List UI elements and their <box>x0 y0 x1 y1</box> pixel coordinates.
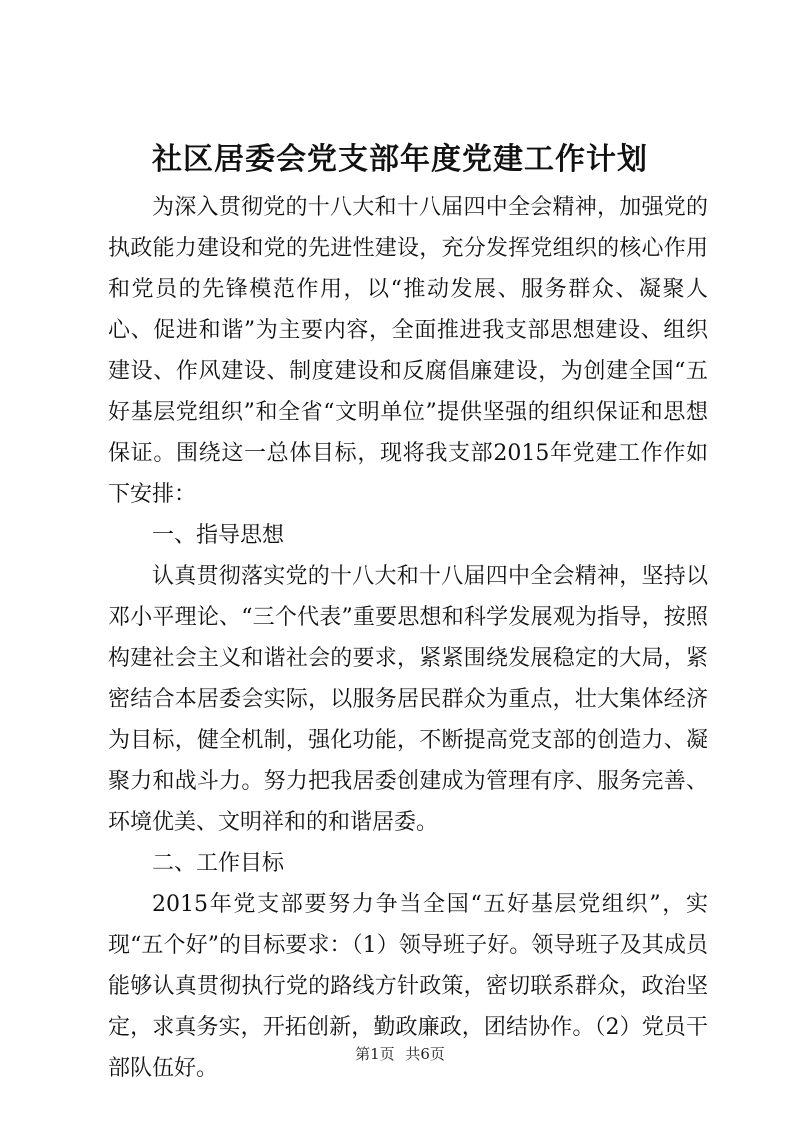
document-title: 社区居委会党支部年度党建工作计划 <box>152 142 648 177</box>
section-heading-work-goals: 二、工作目标 <box>152 851 285 876</box>
guiding-thought-paragraph: 认真贯彻落实党的十八大和十八届四中全会精神，坚持以邓小平理论、“三个代表”重要思想和科学发展观为指导，按照构建社会主义和谐社会的要求，紧紧围绕发展稳定的大局，紧密结合本居委会实际，以服务居民群众为重点，壮大集体经济为目标，健全机制，强化功能，不断提高党支部的创造力、凝聚力和战斗力。努力把我居委创建成为管理有序、服务完善、环境优美、文明祥和的和谐居委。 <box>108 564 708 835</box>
intro-paragraph: 为深入贯彻党的十八大和十八届四中全会精神，加强党的执政能力建设和党的先进性建设，充分发挥党组织的核心作用和党员的先锋模范作用，以“推动发展、服务群众、凝聚人心、促进和谐”为主要内容，全面推进我支部思想建设、组织建设、作风建设、制度建设和反腐倡廉建设，为创建全国“五好基层党组织”和全省“文明单位”提供坚强的组织保证和思想保证。围绕这一总体目标，现将我支部2015年党建工作作如下安排： <box>108 195 708 507</box>
page-footer <box>0 1044 800 1064</box>
document-body <box>108 187 708 1089</box>
page-total: 共6页 <box>405 1045 445 1063</box>
section-heading-guiding-thought: 一、指导思想 <box>152 523 285 548</box>
work-goals-paragraph: 2015年党支部要努力争当全国“五好基层党组织”，实现“五个好”的目标要求：（1）领导班子好。领导班子及其成员能够认真贯彻执行党的路线方针政策，密切联系群众，政治坚定，求真务实，开拓创新，勤政廉政，团结协作。（2）党员干部队伍好。 <box>108 892 708 1081</box>
page-number: 第1页 <box>355 1045 395 1063</box>
